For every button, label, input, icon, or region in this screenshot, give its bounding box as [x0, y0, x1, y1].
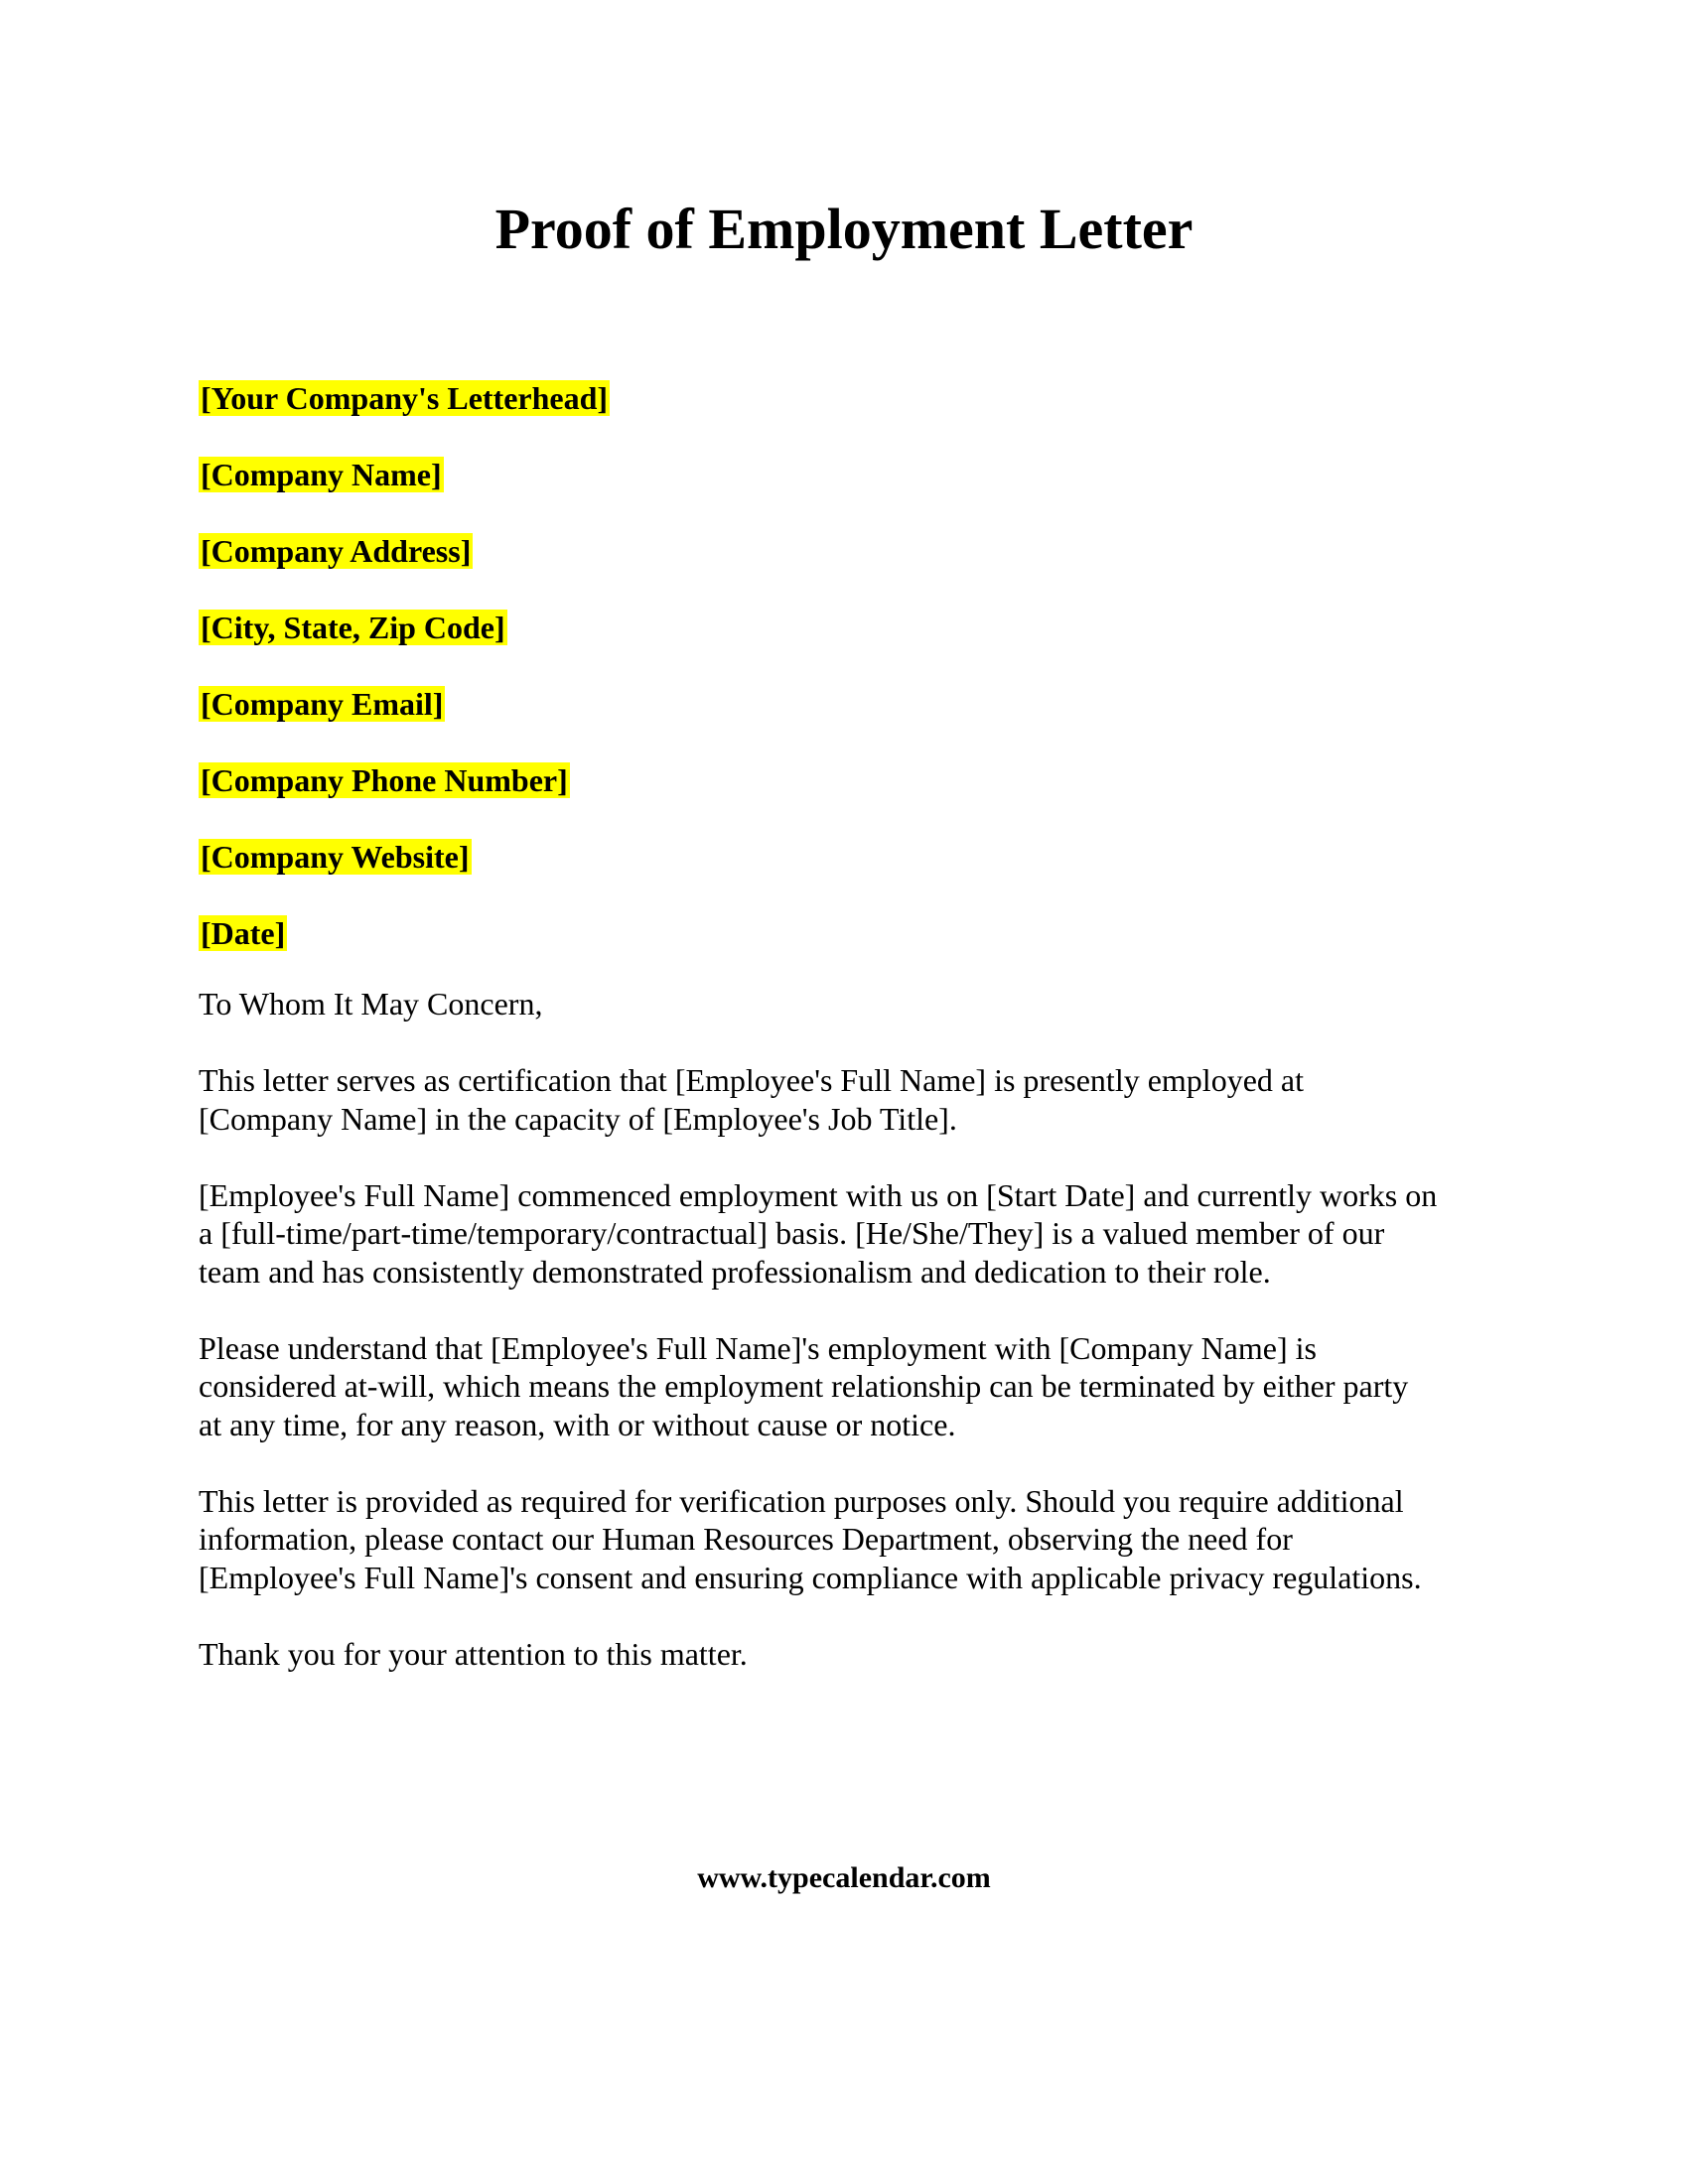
document-title: Proof of Employment Letter	[494, 197, 1194, 261]
city-state-zip-placeholder: [City, State, Zip Code]	[201, 610, 505, 645]
company-address-field	[199, 530, 1489, 607]
paragraph-line: [Employee's Full Name] commenced employment with us on [Start Date] and currently works on	[199, 1176, 1438, 1213]
company-website-placeholder: [Company Website]	[201, 839, 470, 875]
company-name-placeholder: [Company Name]	[201, 457, 442, 492]
date-field	[199, 912, 1489, 989]
paragraph-employment-details	[199, 1176, 1489, 1292]
company-phone-placeholder: [Company Phone Number]	[201, 762, 568, 798]
paragraph-line: team and has consistently demonstrated professionalism and dedication to their role.	[199, 1253, 1271, 1290]
date-placeholder: [Date]	[201, 915, 286, 951]
paragraph-line: considered at-will, which means the employment relationship can be terminated by either party	[199, 1368, 1409, 1404]
company-address-placeholder: [Company Address]	[201, 533, 472, 569]
paragraph-line: [Employee's Full Name]'s consent and ensuring compliance with applicable privacy regulations.	[199, 1559, 1422, 1595]
letterhead-field	[199, 377, 1489, 454]
paragraph-line: information, please contact our Human Resources Department, observing the need for	[199, 1521, 1293, 1557]
paragraph-line: This letter is provided as required for verification purposes only. Should you require additional	[199, 1482, 1404, 1519]
salutation-text: To Whom It May Concern,	[199, 986, 543, 1022]
company-website-field	[199, 836, 1489, 912]
letterhead-placeholder: [Your Company's Letterhead]	[201, 380, 609, 416]
letterhead-fields	[199, 377, 1489, 989]
company-email-placeholder: [Company Email]	[201, 686, 444, 722]
company-phone-field	[199, 759, 1489, 836]
closing	[199, 1635, 1489, 1674]
letter-body	[199, 985, 1489, 1711]
salutation	[199, 985, 1489, 1024]
paragraph-at-will	[199, 1329, 1489, 1444]
company-name-field	[199, 454, 1489, 530]
paragraph-certification	[199, 1061, 1489, 1138]
paragraph-line: This letter serves as certification that [Employee's Full Name] is presently employed at	[199, 1062, 1304, 1098]
paragraph-line: at any time, for any reason, with or without cause or notice.	[199, 1406, 956, 1442]
paragraph-line: a [full-time/part-time/temporary/contractual] basis. [He/She/They] is a valued member of our	[199, 1215, 1385, 1251]
company-email-field	[199, 683, 1489, 759]
footer-url: www.typecalendar.com	[697, 1861, 991, 1894]
city-state-zip-field	[199, 607, 1489, 683]
closing-text: Thank you for your attention to this matter.	[199, 1635, 748, 1672]
paragraph-line: Please understand that [Employee's Full Name]'s employment with [Company Name] is	[199, 1329, 1317, 1366]
paragraph-verification	[199, 1482, 1489, 1597]
paragraph-line: [Company Name] in the capacity of [Employee's Job Title].	[199, 1100, 957, 1137]
